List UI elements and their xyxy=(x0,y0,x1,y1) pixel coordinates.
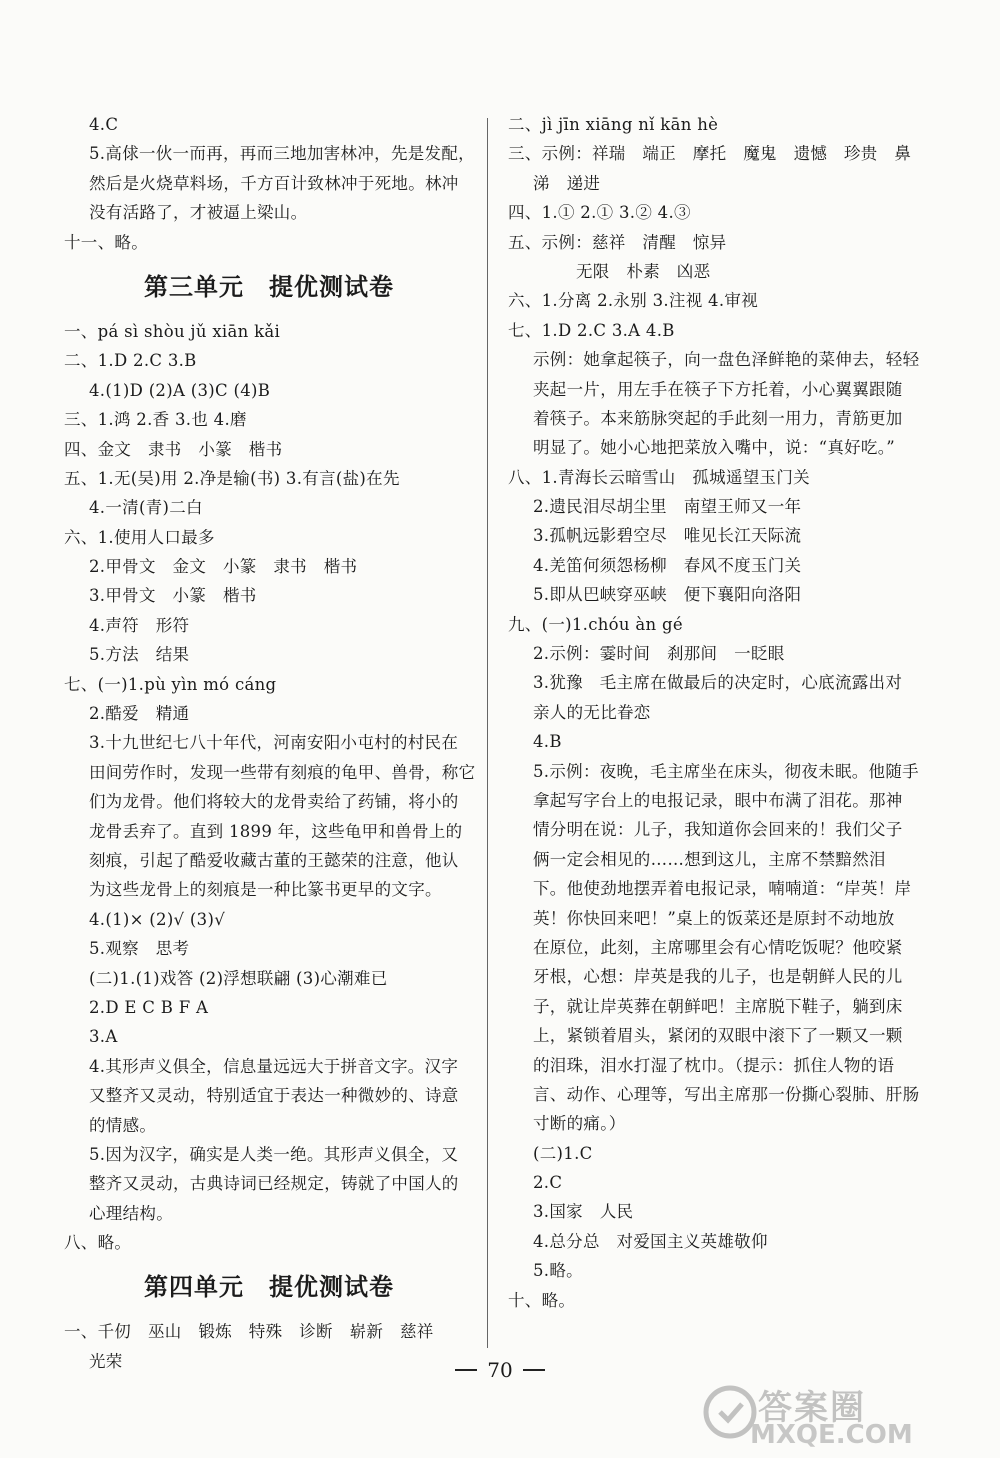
answer-line: 情分明在说：儿子，我知道你会回来的！我们父子 xyxy=(533,820,903,840)
page-number-dash-right xyxy=(523,1369,545,1371)
watermark-url: MXQE.COM xyxy=(750,1420,913,1450)
answer-line: 2.遗民泪尽胡尘里 南望王师又一年 xyxy=(533,497,802,517)
answer-line: 一、pá sì shòu jǔ xiān kǎi xyxy=(64,321,281,341)
left-answer-column xyxy=(64,110,474,1376)
answer-line: 涕 递进 xyxy=(533,173,601,193)
answer-line: 5.示例：夜晚，毛主席坐在床头，彻夜未眠。他随手 xyxy=(533,761,919,781)
page-number-dash-left xyxy=(455,1369,477,1371)
answer-line: (二)1.C xyxy=(533,1143,593,1163)
section-heading: 第三单元 提优测试卷 xyxy=(144,272,394,301)
answer-line: 4.B xyxy=(533,732,562,752)
column-divider xyxy=(487,118,488,1348)
answer-line: 七、1.D 2.C 3.A 4.B xyxy=(508,320,675,340)
answer-line: 八、略。 xyxy=(64,1233,132,1253)
watermark-logo xyxy=(700,1378,995,1456)
answer-line: 2.D E C B F A xyxy=(89,997,209,1017)
answer-line: 俩一定会相见的……想到这儿，主席不禁黯然泪 xyxy=(533,849,886,869)
answer-line: 5.略。 xyxy=(533,1261,583,1281)
answer-line: (二)1.(1)戏答 (2)浮想联翩 (3)心潮难已 xyxy=(89,968,388,988)
answer-line: 示例：她拿起筷子，向一盘色泽鲜艳的菜伸去，轻轻 xyxy=(533,350,920,370)
answer-line: 们为龙骨。他们将较大的龙骨卖给了药铺，将小的 xyxy=(89,792,459,812)
answer-line: 上，紧锁着眉头，紧闭的双眼中滚下了一颗又一颗 xyxy=(533,1026,903,1046)
answer-line: 八、1.青海长云暗雪山 孤城遥望玉门关 xyxy=(508,467,810,487)
answer-line: 着筷子。本来筋脉突起的手此刻一用力，青筋更加 xyxy=(533,408,903,428)
answer-line: 一、千仞 巫山 锻炼 特殊 诊断 崭新 慈祥 xyxy=(64,1322,434,1342)
answer-line: 四、1.① 2.① 3.② 4.③ xyxy=(508,203,691,223)
answer-line: 没有活路了，才被逼上梁山。 xyxy=(89,203,308,223)
answer-line: 5.因为汉字，确实是人类一绝。其形声义俱全，又 xyxy=(89,1144,459,1164)
answer-line: 然后是火烧草料场，千方百计致林冲于死地。林冲 xyxy=(89,173,459,193)
answer-line: 整齐又灵动，古典诗词已经规定，铸就了中国人的 xyxy=(89,1174,459,1194)
answer-line: 刻痕，引起了酷爱收藏古董的王懿荣的注意，他认 xyxy=(89,850,459,870)
answer-line: 3.犹豫 毛主席在做最后的决定时，心底流露出对 xyxy=(533,673,903,693)
answer-line: 牙根，心想：岸英是我的儿子，也是朝鲜人民的儿 xyxy=(533,967,903,987)
page-number xyxy=(440,1355,560,1385)
answer-line: 十、略。 xyxy=(508,1290,576,1310)
answer-line: 三、示例：祥瑞 端正 摩托 魔鬼 遗憾 珍贵 鼻 xyxy=(508,144,912,164)
answer-line: 言、动作、心理等，写出主席那一份撕心裂肺、肝肠 xyxy=(533,1084,920,1104)
answer-line: 2.甲骨文 金文 小篆 隶书 楷书 xyxy=(89,557,358,577)
answer-line: 亲人的无比眷恋 xyxy=(533,702,651,722)
answer-line: 九、(一)1.chóu àn gé xyxy=(508,614,683,634)
answer-line: 3.孤帆远影碧空尽 唯见长江天际流 xyxy=(533,526,802,546)
answer-line: 4.羌笛何须怨杨柳 春风不度玉门关 xyxy=(533,555,802,575)
answer-line: 七、(一)1.pù yìn mó cáng xyxy=(64,674,277,694)
answer-line: 拿起写字台上的电报记录，眼中布满了泪花。那神 xyxy=(533,790,903,810)
answer-line: 六、1.分离 2.永别 3.注视 4.审视 xyxy=(508,291,759,311)
answer-line: 又整齐又灵动，特别适宜于表达一种微妙的、诗意 xyxy=(89,1086,459,1106)
answer-line: 子，就让岸英葬在朝鲜吧！主席脱下鞋子，躺到床 xyxy=(533,996,903,1016)
watermark-logo-text: 答案圈 xyxy=(758,1388,866,1428)
answer-line: 3.甲骨文 小篆 楷书 xyxy=(89,586,257,606)
answer-line: 心理结构。 xyxy=(89,1203,173,1223)
answer-line: 在原位，此刻，主席哪里会有心情吃饭呢？他咬紧 xyxy=(533,937,903,957)
answer-line: 五、示例：慈祥 清醒 惊异 xyxy=(508,232,727,252)
answer-line: 英！你快回来吧！”桌上的饭菜还是原封不动地放 xyxy=(533,908,895,928)
answer-line: 六、1.使用人口最多 xyxy=(64,527,215,547)
answer-line: 下。他使劲地摆弄着电报记录，喃喃道：“岸英！岸 xyxy=(533,879,912,899)
answer-line: 3.A xyxy=(89,1027,118,1047)
page-number-value: 70 xyxy=(487,1358,513,1382)
answer-line: 4.一清(青)二白 xyxy=(89,498,203,518)
answer-line: 光荣 xyxy=(89,1351,123,1371)
answer-line: 3.国家 人民 xyxy=(533,1202,634,1222)
answer-line: 4.(1)D (2)A (3)C (4)B xyxy=(89,380,271,400)
answer-line: 4.C xyxy=(89,115,119,134)
answer-line: 的情感。 xyxy=(89,1115,157,1135)
answer-line: 二、jì jīn xiāng nǐ kān hè xyxy=(508,115,719,134)
answer-line: 3.十九世纪七八十年代，河南安阳小屯村的村民在 xyxy=(89,733,459,753)
answer-line: 5.高俅一伙一而再，再而三地加害林冲，先是发配， xyxy=(89,144,475,164)
section-heading: 第四单元 提优测试卷 xyxy=(144,1273,394,1302)
answer-line: 田间劳作时，发现一些带有刻痕的龟甲、兽骨，称它 xyxy=(89,762,476,782)
answer-line: 为这些龙骨上的刻痕是一种比篆书更早的文字。 xyxy=(89,880,442,900)
right-answer-column xyxy=(508,110,938,1315)
answer-line: 夹起一片，用左手在筷子下方托着，小心翼翼跟随 xyxy=(533,379,903,399)
answer-line: 5.方法 结果 xyxy=(89,645,190,665)
answer-line: 4.声符 形符 xyxy=(89,615,190,635)
answer-line: 四、金文 隶书 小篆 楷书 xyxy=(64,439,283,459)
answer-line: 三、1.鸿 2.香 3.也 4.磨 xyxy=(64,410,247,430)
answer-line: 5.即从巴峡穿巫峡 便下襄阳向洛阳 xyxy=(533,585,802,605)
answer-line: 2.C xyxy=(533,1173,563,1193)
answer-line: 十一、略。 xyxy=(64,232,148,252)
answer-line: 5.观察 思考 xyxy=(89,939,190,959)
answer-line: 龙骨丢弃了。直到 1899 年，这些龟甲和兽骨上的 xyxy=(89,821,463,841)
answer-line: 4.(1)× (2)√ (3)√ xyxy=(89,909,226,929)
answer-line: 2.酷爱 精通 xyxy=(89,704,190,724)
answer-line: 4.总分总 对爱国主义英雄敬仰 xyxy=(533,1231,768,1251)
answer-line: 明显了。她小心地把菜放入嘴中，说：“真好吃。” xyxy=(533,438,896,458)
answer-line: 2.示例：霎时间 刹那间 一眨眼 xyxy=(533,644,785,664)
answer-line: 寸断的痛。） xyxy=(533,1114,626,1134)
answer-line: 无限 朴素 凶恶 xyxy=(576,261,711,281)
answer-line: 五、1.无(吴)用 2.净是输(书) 3.有言(盐)在先 xyxy=(64,468,400,488)
answer-line: 的泪珠，泪水打湿了枕巾。（提示：抓住人物的语 xyxy=(533,1055,895,1075)
answer-line: 二、1.D 2.C 3.B xyxy=(64,351,197,371)
answer-line: 4.其形声义俱全，信息量远远大于拼音文字。汉字 xyxy=(89,1056,459,1076)
